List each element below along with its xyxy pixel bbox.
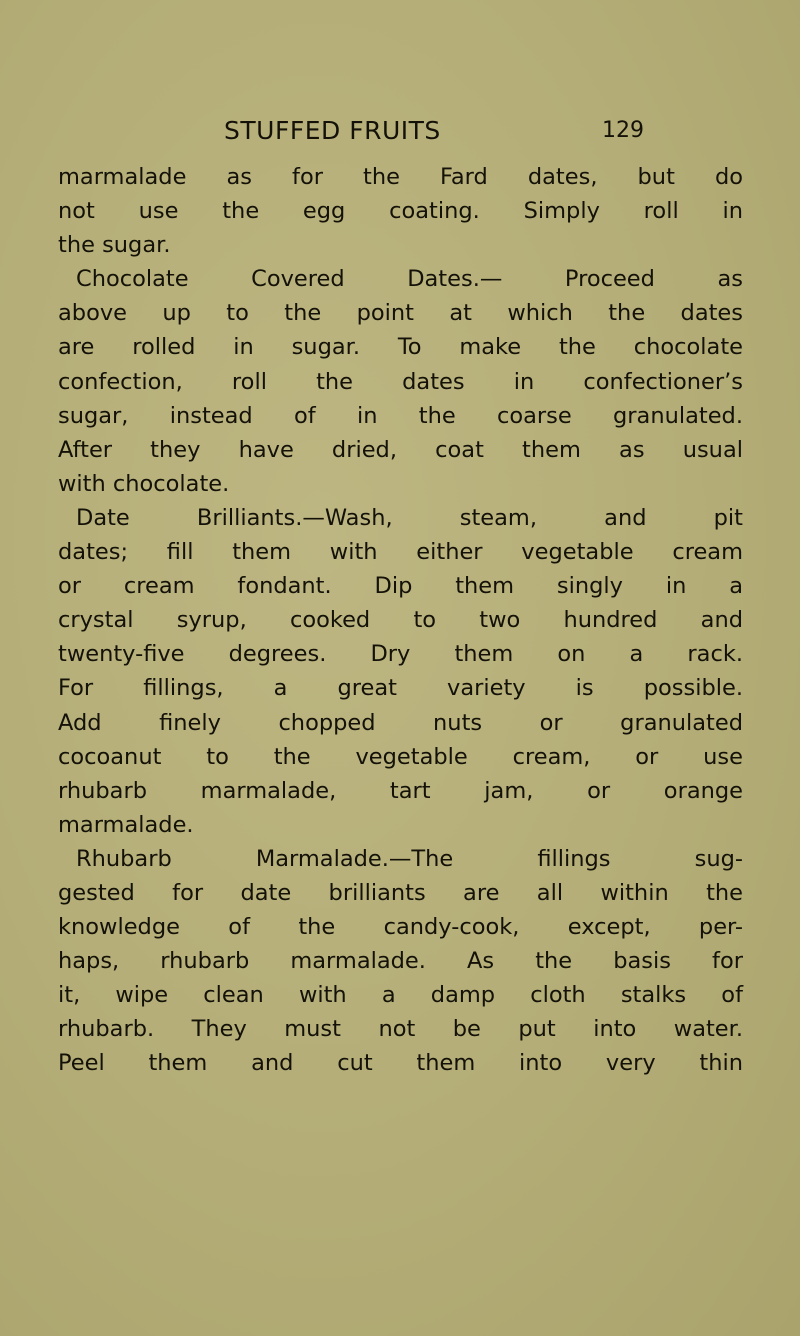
text-line: or cream fondant. Dip them singly in a [58, 573, 743, 600]
text-line: Peel them and cut them into very thin [58, 1050, 743, 1077]
text-line: above up to the point at which the dates [58, 300, 743, 327]
text-line: haps, rhubarb marmalade. As the basis for [58, 948, 743, 975]
text-line: gested for date brilliants are all within the [58, 879, 743, 906]
text-line: crystal syrup, cooked to two hundred and [58, 607, 743, 634]
running-head [224, 112, 644, 150]
page-number: 129 [602, 118, 644, 143]
text-line: the sugar. [58, 232, 171, 259]
text-line: not use the egg coating. Simply roll in [58, 198, 743, 225]
text-line: it, wipe clean with a damp cloth stalks of [58, 982, 743, 1009]
text-line: are rolled in sugar. To make the chocolate [58, 334, 743, 361]
body-text [58, 160, 743, 1081]
text-line: Rhubarb Marmalade.—The fillings sug- [76, 845, 743, 872]
text-line: knowledge of the candy-cook, except, per- [58, 914, 743, 941]
text-line: confection, roll the dates in confectioner’s [58, 368, 743, 395]
text-line: rhubarb marmalade, tart jam, or orange [58, 777, 743, 804]
text-line: Add finely chopped nuts or granulated [58, 709, 743, 736]
text-line: sugar, instead of in the coarse granulated. [58, 402, 743, 429]
text-line: cocoanut to the vegetable cream, or use [58, 743, 743, 770]
text-line: Chocolate Covered Dates.— Proceed as [76, 266, 743, 293]
text-line: twenty-five degrees. Dry them on a rack. [58, 641, 743, 668]
text-line: rhubarb. They must not be put into water. [58, 1016, 743, 1043]
text-line: For fillings, a great variety is possible. [58, 675, 743, 702]
text-line: with chocolate. [58, 470, 230, 497]
text-line: marmalade as for the Fard dates, but do [58, 164, 743, 190]
text-line: Date Brilliants.—Wash, steam, and pit [76, 504, 743, 531]
text-line: dates; fill them with either vegetable cream [58, 539, 743, 566]
text-line: After they have dried, coat them as usual [58, 436, 743, 463]
text-line: marmalade. [58, 811, 194, 838]
running-title: STUFFED FRUITS [224, 116, 441, 145]
